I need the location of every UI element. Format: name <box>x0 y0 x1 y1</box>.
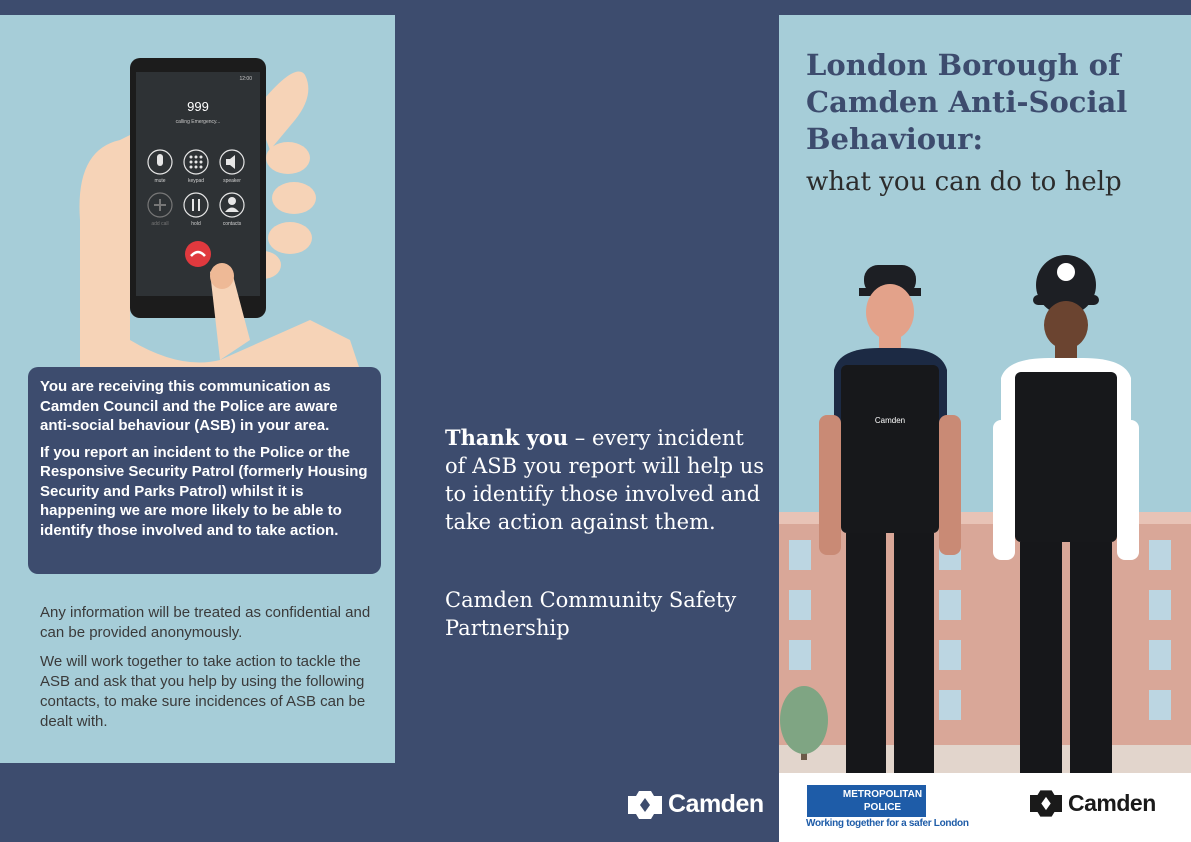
camden-logo-icon-dark <box>1030 790 1062 817</box>
leaflet-title: London Borough of Camden Anti-Social Behaviour: <box>806 48 1128 156</box>
camden-logo-middle <box>628 790 764 819</box>
notice-paragraph-1: You are receiving this communication as Camden Council and the Police are aware anti-social behaviour (ASB) in your area. <box>40 378 338 434</box>
leaflet-subtitle: what you can do to help <box>806 167 1122 197</box>
camden-logo-right <box>1030 790 1156 817</box>
camden-logo-icon <box>628 791 662 819</box>
thank-you-message <box>445 424 765 536</box>
info-paragraph-2: We will work together to take action to tackle the ASB and ask that you help by using the following contacts, to make sure incidences of ASB can be dealt with. <box>40 653 366 730</box>
contacts-label: contacts <box>222 221 242 227</box>
phone-status: calling Emergency... <box>175 119 221 125</box>
police-officers-illustration <box>779 250 1191 775</box>
met-police-tagline: Working together for a safer London <box>806 818 969 829</box>
met-police-line-2: POLICE <box>863 802 902 813</box>
met-police-crest-icon <box>807 785 839 817</box>
mute-label: mute <box>154 178 166 184</box>
camden-logo-text-right: Camden <box>1068 790 1156 816</box>
met-police-line-1: METROPOLITAN <box>842 789 923 800</box>
keypad-label: keypad <box>187 178 205 184</box>
end-call-icon <box>185 241 211 267</box>
speaker-label: speaker <box>223 178 241 184</box>
confidentiality-info <box>40 603 380 741</box>
add-call-label: add call <box>151 221 169 227</box>
notice-paragraph-2: If you report an incident to the Police or the Responsive Security Patrol (formerly Housing Security and Parks Patrol) whilst it is happening we are more likely to be able to identify those involved and to take action. <box>40 443 368 539</box>
partnership-name: Camden Community Safety Partnership <box>445 588 737 640</box>
phone-clock: 12:00 <box>239 76 252 82</box>
phone-number-display: 999 <box>187 99 209 114</box>
info-paragraph-1: Any information will be treated as confidential and can be provided anonymously. <box>40 604 371 641</box>
thank-you-body: – every incident of ASB you report will help us to identify those involved and take action against them. <box>445 426 765 534</box>
asb-notice-box <box>28 367 381 574</box>
met-police-logo <box>839 785 926 817</box>
thank-you-heading: Thank you <box>445 425 569 450</box>
camden-logo-text: Camden <box>668 790 764 818</box>
phone-in-hand-illustration <box>60 40 380 370</box>
officer-vest-label-left: Camden <box>874 416 906 425</box>
hold-label: hold <box>191 221 201 227</box>
right-panel <box>779 15 1191 842</box>
